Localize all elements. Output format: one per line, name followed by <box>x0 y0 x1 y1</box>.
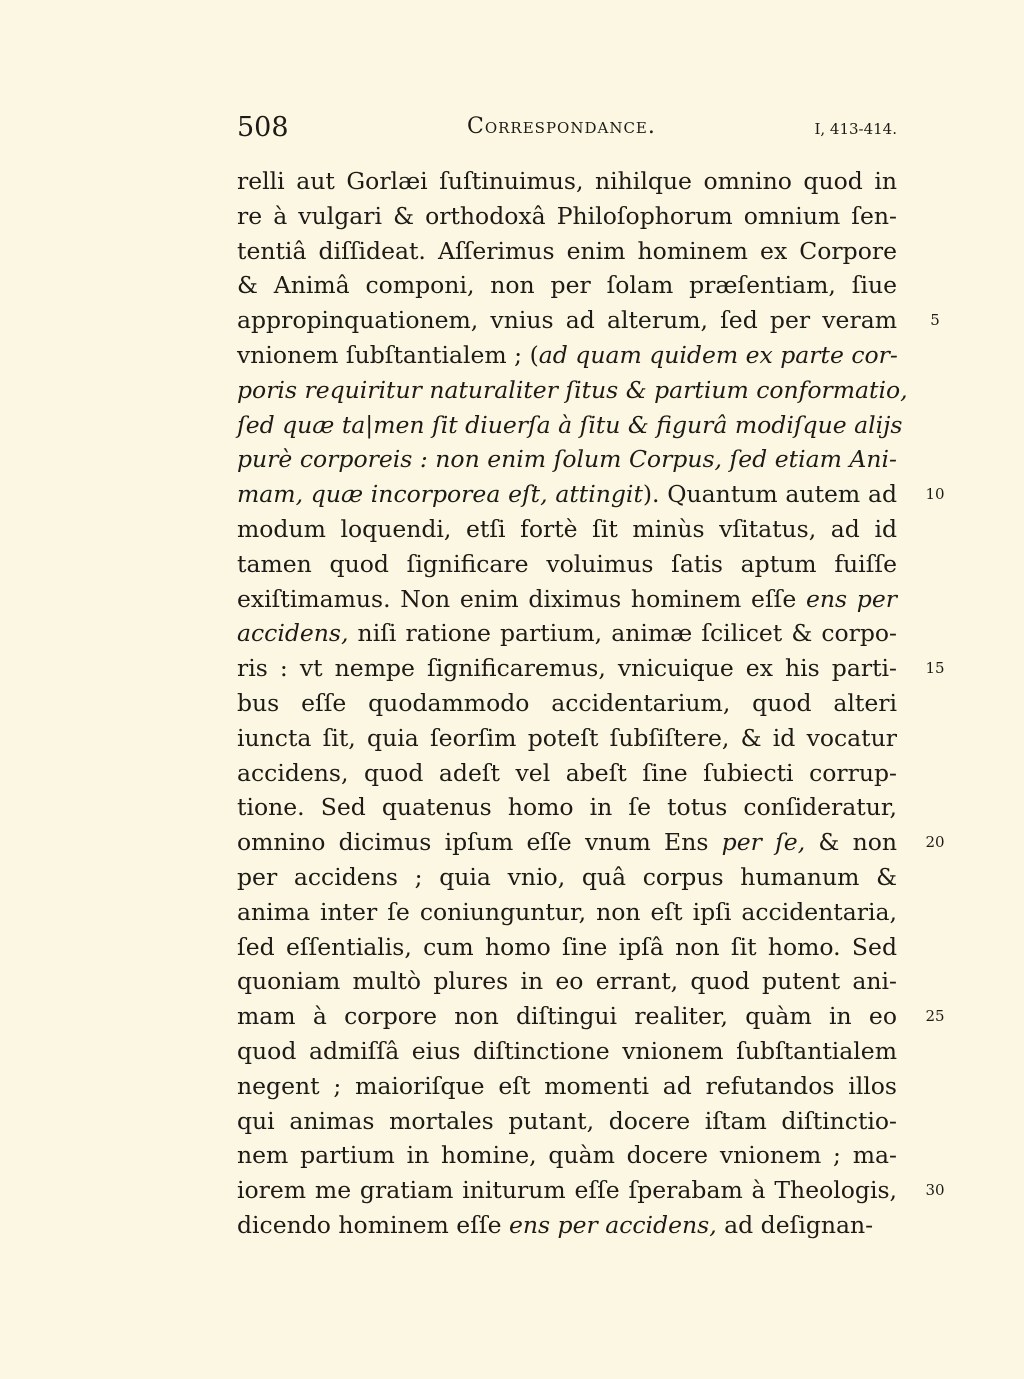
italic-text-segment: per ſe, <box>721 828 806 857</box>
text-line <box>237 964 897 999</box>
text-line <box>237 582 897 617</box>
italic-text-segment: ens per <box>805 584 897 613</box>
text-segment: relli aut Gorlæi ſuſtinuimus, nihilque omnino quod in <box>237 167 897 195</box>
text-line <box>237 756 897 791</box>
text-segment: tione. Sed quatenus homo in ſe totus conſideratur, <box>237 793 897 822</box>
margin-line-number: 15 <box>925 659 945 678</box>
text-segment: qui animas mortales putant, docere iſtam diſtinctio- <box>237 1106 897 1135</box>
text-segment: re à vulgari & orthodoxâ Philoſophorum omnium ſen- <box>237 201 897 230</box>
text-segment: ris : vt nempe ſignificaremus, vnicuique ex his parti- <box>237 654 897 683</box>
page-reference: I, 413-414. <box>814 120 897 138</box>
text-line <box>237 895 897 930</box>
margin-line-number: 30 <box>925 1181 945 1200</box>
text-segment: tamen quod ſignificare voluimus ſatis aptum fuiſſe <box>237 549 897 578</box>
italic-text-segment: ad quam quidem ex parte cor- <box>538 340 898 369</box>
text-segment: anima inter ſe coniunguntur, non eſt ipſi accidentaria, <box>237 897 897 926</box>
italic-text-segment: ſed quæ ta|men ſit diuerſa à ſitu & figurâ modiſque alijs <box>237 410 903 439</box>
text-line <box>237 686 897 721</box>
text-line <box>237 1208 897 1243</box>
text-line <box>237 199 897 234</box>
text-segment: omnino dicimus ipſum eſſe vnum Ens <box>237 828 722 857</box>
text-line <box>237 651 897 686</box>
text-line <box>237 408 903 443</box>
text-segment: ſed eſſentialis, cum homo ſine ipſâ non ſit homo. Sed <box>237 932 897 961</box>
text-line <box>237 825 897 860</box>
text-segment: dicendo hominem eſſe <box>237 1210 509 1239</box>
text-segment: mam à corpore non diſtingui realiter, quàm in eo <box>237 1002 897 1031</box>
text-line <box>237 268 897 303</box>
text-segment: exiſtimamus. Non enim diximus hominem eſſe <box>237 584 806 613</box>
text-segment: appropinquationem, vnius ad alterum, ſed per veram <box>237 306 897 335</box>
text-segment: tentiâ diſſideat. Aſſerimus enim hominem ex Corpore <box>237 236 897 265</box>
text-segment: per accidens ; quia vnio, quâ corpus humanum & <box>237 862 897 891</box>
margin-line-number: 10 <box>925 485 945 504</box>
text-line <box>237 930 897 965</box>
running-header <box>237 112 897 152</box>
text-segment: negent ; maioriſque eſt momenti ad refutandos illos <box>237 1071 897 1100</box>
text-line <box>237 164 897 199</box>
text-line <box>237 1104 897 1139</box>
italic-text-segment: accidens, <box>237 619 349 648</box>
latin-text-body <box>237 164 908 1243</box>
margin-line-number: 5 <box>930 311 940 330</box>
page-number: 508 <box>237 112 289 143</box>
text-segment: & non <box>805 828 898 857</box>
text-segment: vnionem ſubſtantialem ; ( <box>237 340 539 369</box>
text-segment: niſi ratione partium, animæ ſcilicet & corpo- <box>348 619 897 648</box>
text-line <box>237 303 897 338</box>
text-segment: bus eſſe quodammodo accidentarium, quod alteri <box>237 688 897 717</box>
italic-text-segment: poris requiritur naturaliter ſitus & partium conformatio, <box>237 375 908 404</box>
text-line <box>237 442 897 477</box>
text-segment: & Animâ componi, non per ſolam præſentiam, ſiue <box>237 271 897 300</box>
text-segment: iuncta ſit, quia ſeorſim poteſt ſubſiſtere, & id vocatur <box>237 723 897 752</box>
margin-line-number: 20 <box>925 833 945 852</box>
text-line <box>237 1173 897 1208</box>
text-segment: accidens, quod adeſt vel abeſt ſine ſubiecti corrup- <box>237 758 897 787</box>
italic-text-segment: purè corporeis : non enim ſolum Corpus, ſed etiam Ani- <box>237 445 897 474</box>
text-line <box>237 616 897 651</box>
text-line <box>237 1034 897 1069</box>
text-line <box>237 338 897 373</box>
text-line <box>237 1069 897 1104</box>
text-line <box>237 1138 897 1173</box>
text-segment: quod admiſſâ eius diſtinctione vnionem ſubſtantialem <box>237 1036 897 1065</box>
text-line <box>237 721 897 756</box>
margin-line-number: 25 <box>925 1007 945 1026</box>
text-line <box>237 512 897 547</box>
italic-text-segment: ens per accidens, <box>508 1210 717 1239</box>
text-line <box>237 547 897 582</box>
text-line <box>237 999 897 1034</box>
text-line <box>237 477 897 512</box>
text-line <box>237 790 897 825</box>
text-segment: iorem me gratiam initurum eſſe ſperabam à Theologis, <box>237 1176 897 1205</box>
text-segment: quoniam multò plures in eo errant, quod putent ani- <box>237 967 897 996</box>
text-line <box>237 234 897 269</box>
italic-text-segment: mam, quæ incorporea eſt, attingit <box>237 480 643 509</box>
text-segment: ). Quantum autem ad <box>642 480 897 509</box>
text-segment: nem partium in homine, quàm docere vnionem ; ma- <box>237 1141 897 1170</box>
text-line <box>237 373 908 408</box>
text-line <box>237 860 897 895</box>
text-segment: modum loquendi, etſi fortè ſit minùs vſitatus, ad id <box>237 514 897 543</box>
text-segment: ad deſignan- <box>716 1210 874 1239</box>
running-title: Correspondance. <box>467 114 656 139</box>
